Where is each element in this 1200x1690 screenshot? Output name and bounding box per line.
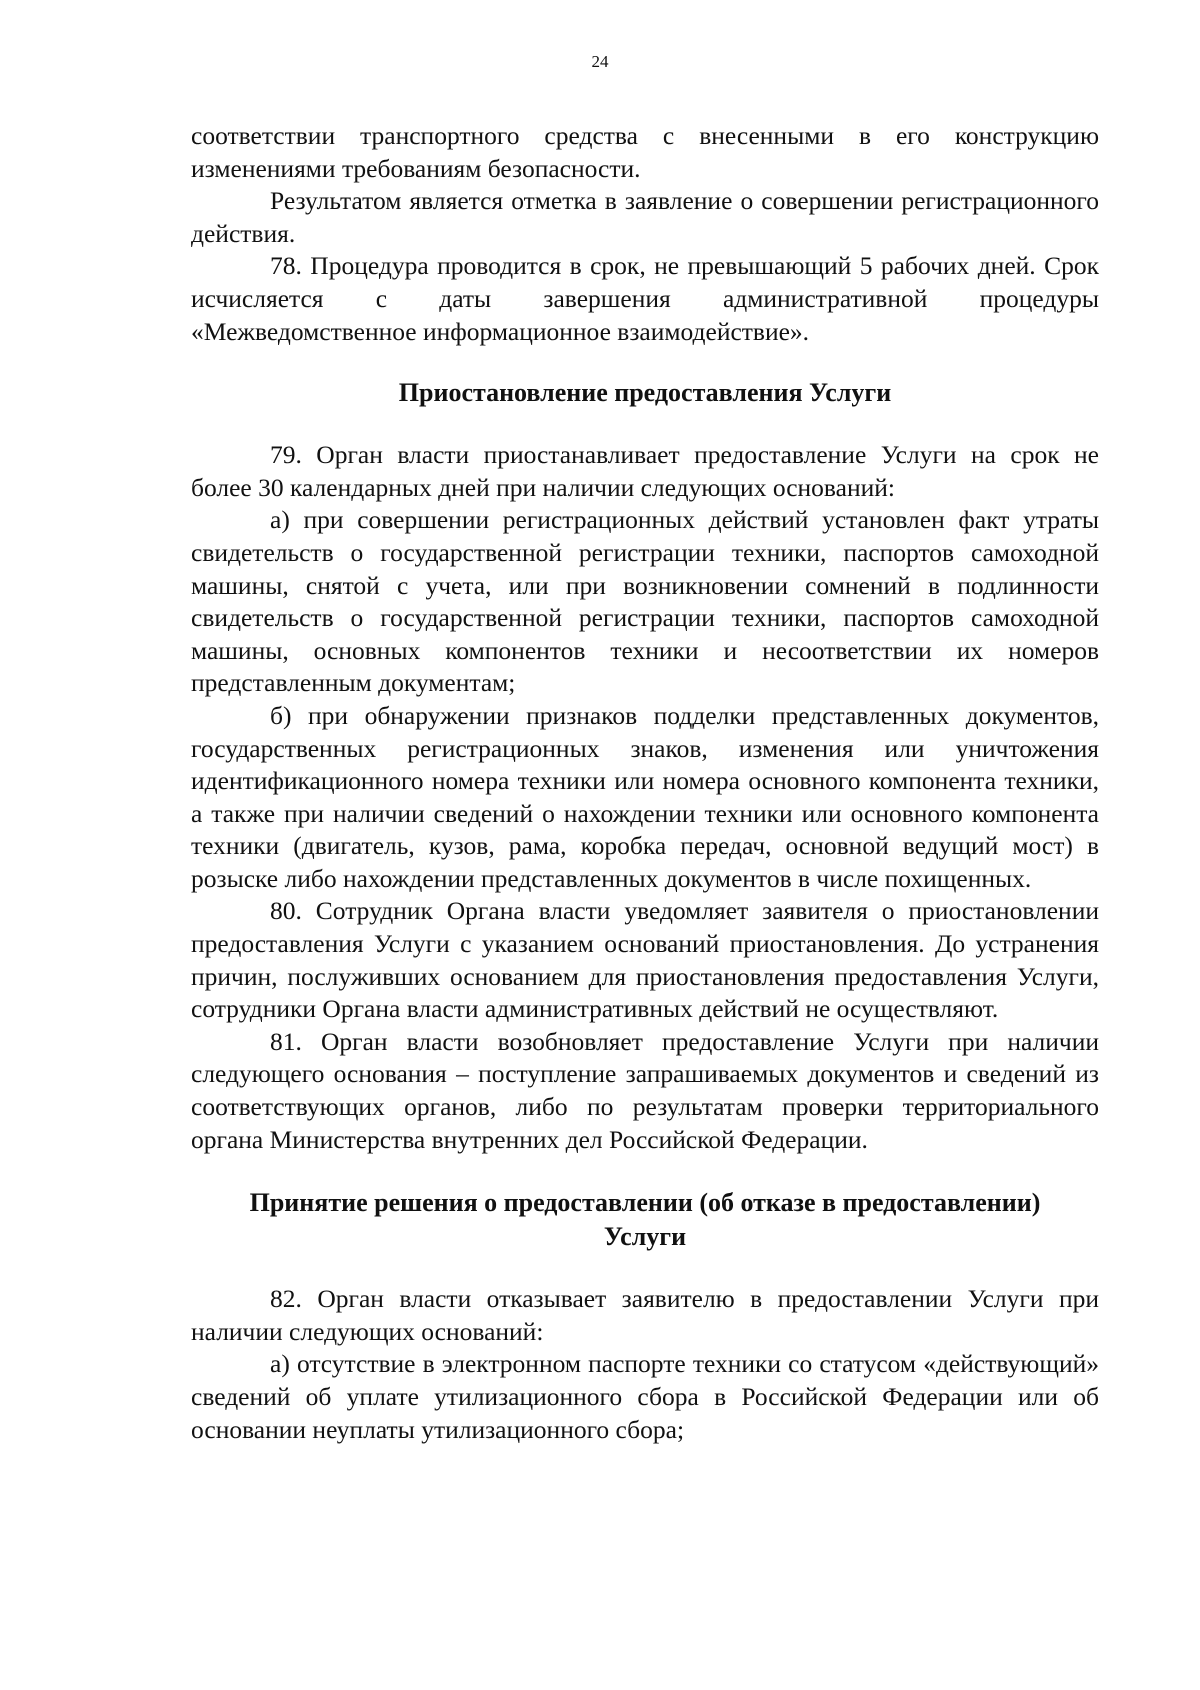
section-heading-decision-line2: Услуги: [603, 1222, 687, 1252]
section-heading-suspension: Приостановление предоставления Услуги: [398, 378, 892, 408]
paragraph-81: 81. Орган власти возобновляет предоставление Услуги при наличии следующего основания – поступление запрашиваемых документов и сведений из соответствующих органов, либо по результатам проверки территориального органа Министерства внутренних дел Российской Федерации.: [191, 1026, 1099, 1154]
paragraph-80: 80. Сотрудник Органа власти уведомляет заявителя о приостановлении предоставления Услуги с указанием оснований приостановления. До устранения причин, послуживших основанием для приостановления предоставления Услуги, сотрудники Органа власти административных действий не осуществляют.: [191, 896, 1099, 1024]
page-number: 24: [591, 52, 609, 71]
paragraph-82: 82. Орган власти отказывает заявителю в предоставлении Услуги при наличии следующих оснований:: [191, 1284, 1099, 1346]
paragraph-79a: а) при совершении регистрационных действий установлен факт утраты свидетельств о государственной регистрации техники, паспортов самоходной машины, снятой с учета, или при возникновении сомнений в подлинности свидетельств о государственной регистрации техники, паспортов самоходной машины, основных компонентов техники и несоответствии их номеров представленным документам;: [191, 505, 1099, 698]
paragraph-78: 78. Процедура проводится в срок, не превышающий 5 рабочих дней. Срок исчисляется с даты завершения административной процедуры «Межведомственное информационное взаимодействие».: [191, 251, 1099, 346]
section-heading-decision: [191, 1186, 1099, 1254]
paragraph-result: Результатом является отметка в заявление о совершении регистрационного действия.: [191, 186, 1099, 248]
paragraph-82a: а) отсутствие в электронном паспорте техники со статусом «действующий» сведений об уплате утилизационного сбора в Российской Федерации или об основании неуплаты утилизационного сбора;: [191, 1349, 1099, 1444]
paragraph-continuation: соответствии транспортного средства с внесенными в его конструкцию изменениями требованиям безопасности.: [191, 121, 1099, 183]
paragraph-79: 79. Орган власти приостанавливает предоставление Услуги на срок не более 30 календарных дней при наличии следующих оснований:: [191, 440, 1099, 502]
document-body: [191, 120, 1099, 1446]
paragraph-79b: б) при обнаружении признаков подделки представленных документов, государственных регистрационных знаков, изменения или уничтожения идентификационного номера техники или номера основного компонента техники, а также при наличии сведений о нахождении техники или основного компонента техники (двигатель, кузов, рама, коробка передач, основной ведущий мост) в розыске либо нахождении представленных документов в числе похищенных.: [191, 700, 1099, 893]
section-heading-decision-line1: Принятие решения о предоставлении (об отказе в предоставлении): [249, 1188, 1041, 1218]
